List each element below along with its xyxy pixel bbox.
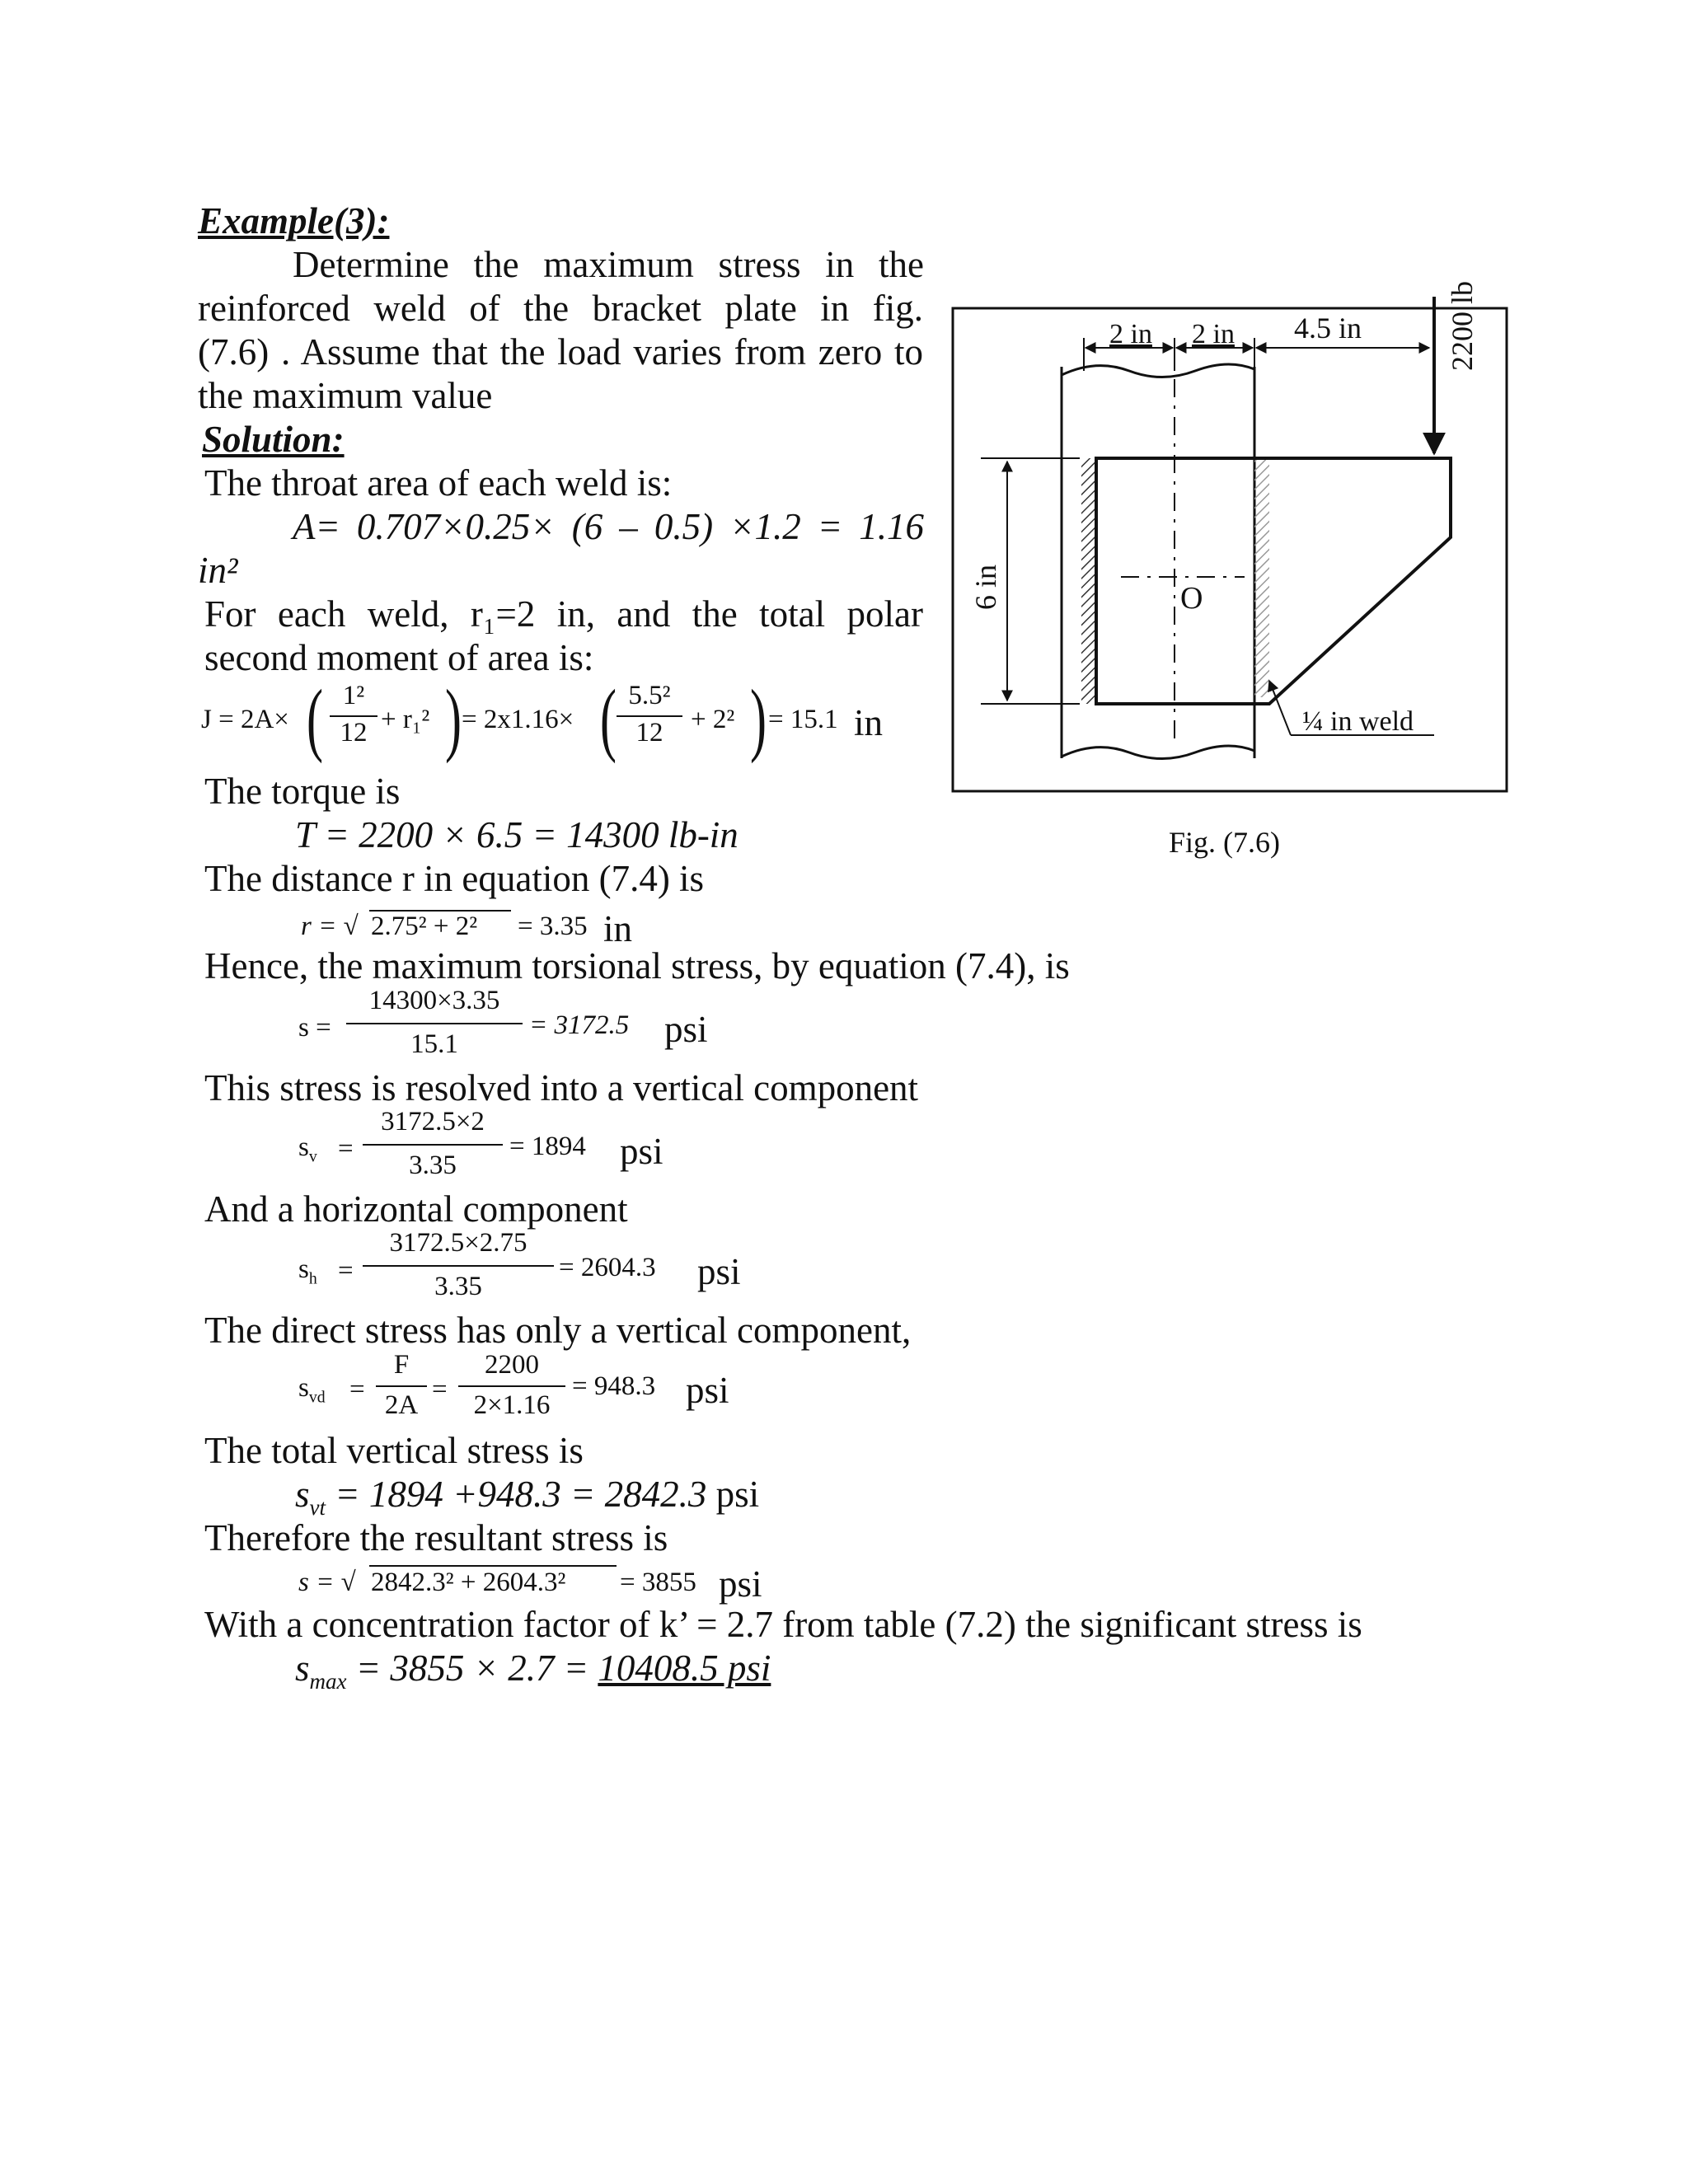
torsion-frac <box>346 986 523 1060</box>
polar-frac-1-bar <box>330 715 377 717</box>
distance-intro: The distance r in equation (7.4) is <box>204 858 705 899</box>
dim-6in-label: 6 in <box>969 564 1002 610</box>
resultant-unit: psi <box>719 1563 762 1605</box>
bracket-plate <box>1096 458 1451 704</box>
vertical-eq: = <box>338 1134 354 1164</box>
direct-den-2: 2×1.16 <box>473 1390 551 1420</box>
vertical-num: 3172.5×2 <box>381 1107 485 1137</box>
polar-unit: in <box>854 702 884 743</box>
center-label: O <box>1180 581 1203 616</box>
polar-intro-1: For each weld, r₁=2 in, and the total polar <box>204 593 923 635</box>
polar-lhs: J = 2A× <box>201 705 289 734</box>
polar-frac-2-bar <box>617 715 682 717</box>
smax-sub: max <box>309 1669 347 1694</box>
resultant-lhs: s = √ <box>298 1568 356 1597</box>
total-rhs: = 1894 +948.3 = 2842.3 <box>326 1474 707 1515</box>
horizontal-s: s <box>298 1254 309 1284</box>
horizontal-bar <box>363 1265 554 1267</box>
load-label: 2200 lb <box>1446 280 1479 371</box>
torsion-den: 15.1 <box>410 1029 458 1059</box>
paren-left-1: ( <box>307 673 323 764</box>
distance-result: = 3.35 <box>518 912 588 941</box>
dim-2in-a-label: 2 in <box>1109 319 1152 349</box>
direct-eq-2: = <box>432 1375 448 1404</box>
total-sub: vt <box>309 1495 326 1520</box>
vertical-den: 3.35 <box>409 1151 457 1180</box>
direct-bar-1 <box>376 1385 427 1387</box>
column-top-break <box>1062 364 1254 377</box>
torque-equation: T = 2200 × 6.5 = 14300 lb-in <box>295 814 738 855</box>
direct-frac-2 <box>458 1350 565 1421</box>
resultant-intro: Therefore the resultant stress is <box>204 1517 668 1558</box>
vertical-lhs <box>298 1132 317 1167</box>
polar-result: = 15.1 <box>768 705 838 734</box>
torsion-intro: Hence, the maximum torsional stress, by equation (7.4), is <box>204 945 1070 987</box>
polar-intro-2: second moment of area is: <box>204 637 594 678</box>
weld-right <box>1254 458 1269 697</box>
polar-frac-2 <box>617 681 682 748</box>
vertical-bar <box>363 1144 503 1146</box>
throat-intro: The throat area of each weld is: <box>204 462 673 504</box>
polar-plus-r: + r₁² <box>381 705 430 734</box>
direct-den-1: 2A <box>384 1390 419 1420</box>
concentration-text: With a concentration factor of k’ = 2.7 from table (7.2) the significant stress is <box>204 1604 1362 1645</box>
example-heading: Example(3): <box>198 200 390 241</box>
distance-unit: in <box>603 908 633 949</box>
problem-line-3: (7.6) . Assume that the load varies from zero to <box>198 331 923 373</box>
vertical-unit: psi <box>620 1131 663 1172</box>
resultant-result: = 3855 <box>620 1568 696 1597</box>
total-intro: The total vertical stress is <box>204 1430 584 1471</box>
distance-radicand: 2.75² + 2² <box>371 912 478 941</box>
direct-unit: psi <box>686 1370 729 1411</box>
horizontal-lhs <box>298 1254 317 1289</box>
problem-line-4: the maximum value <box>198 375 493 416</box>
polar-frac-2-num: 5.5² <box>628 681 671 710</box>
horizontal-den: 3.35 <box>434 1272 482 1301</box>
polar-frac-1-den: 12 <box>340 718 368 748</box>
horizontal-unit: psi <box>697 1251 741 1292</box>
direct-bar-2 <box>458 1385 565 1387</box>
throat-unit: in² <box>198 550 238 591</box>
dim-45-label: 4.5 in <box>1294 312 1362 344</box>
dim-2in-b-label: 2 in <box>1192 319 1235 349</box>
resultant-radical-bar <box>369 1565 617 1567</box>
distance-lhs: r = √ <box>301 912 359 941</box>
column-bottom-break <box>1062 746 1254 759</box>
torsion-lhs: s = <box>298 1013 331 1043</box>
direct-lhs <box>298 1373 326 1408</box>
vertical-frac <box>363 1107 503 1181</box>
weld-left <box>1081 458 1096 704</box>
paren-right-1: ) <box>445 673 462 764</box>
horizontal-intro: And a horizontal component <box>204 1188 628 1230</box>
torsion-result: = 3172.5 <box>529 1010 630 1040</box>
vertical-sub: v <box>308 1147 317 1166</box>
horizontal-result: = 2604.3 <box>559 1253 656 1282</box>
direct-intro: The direct stress has only a vertical component, <box>204 1310 912 1351</box>
torsion-num: 14300×3.35 <box>368 986 500 1015</box>
paren-right-2: ) <box>750 673 767 764</box>
total-unit: psi <box>706 1474 760 1515</box>
direct-num-1: F <box>393 1350 410 1380</box>
direct-eq-1: = <box>349 1375 365 1404</box>
smax-s: s <box>295 1647 310 1689</box>
horizontal-frac <box>363 1228 554 1302</box>
weld-label: ¼ in weld <box>1302 706 1414 737</box>
polar-mid: = 2x1.16× <box>462 705 574 734</box>
polar-frac-1-num: 1² <box>342 681 365 710</box>
resultant-radicand: 2842.3² + 2604.3² <box>371 1568 566 1597</box>
vertical-s: s <box>298 1132 309 1162</box>
figure-frame <box>953 308 1507 791</box>
polar-plus-2: + 2² <box>691 705 735 734</box>
vertical-intro: This stress is resolved into a vertical component <box>204 1067 919 1108</box>
direct-sub: vd <box>308 1388 326 1407</box>
problem-line-2: reinforced weld of the bracket plate in fig. <box>198 288 923 329</box>
torsion-bar <box>346 1023 523 1024</box>
paren-left-2: ( <box>600 673 617 764</box>
solution-heading: Solution: <box>202 419 345 460</box>
vertical-result: = 1894 <box>509 1132 586 1161</box>
horizontal-num: 3172.5×2.75 <box>389 1228 528 1258</box>
problem-line-1: Determine the maximum stress in the <box>293 244 924 285</box>
smax-result: 10408.5 psi <box>598 1647 771 1689</box>
direct-frac-1 <box>376 1350 427 1421</box>
direct-s: s <box>298 1373 309 1403</box>
direct-num-2: 2200 <box>485 1350 539 1380</box>
total-s: s <box>295 1474 310 1515</box>
horizontal-eq: = <box>338 1256 354 1286</box>
torque-intro: The torque is <box>204 771 401 812</box>
polar-frac-1 <box>330 681 377 748</box>
smax-equation <box>295 1646 771 1704</box>
bracket-figure <box>948 264 1525 890</box>
torsion-unit: psi <box>664 1009 708 1050</box>
smax-rhs: = 3855 × 2.7 = <box>346 1647 598 1689</box>
direct-result: = 948.3 <box>572 1371 656 1401</box>
figure-caption: Fig. (7.6) <box>1169 826 1280 859</box>
throat-equation: A= 0.707×0.25× (6 – 0.5) ×1.2 = 1.16 <box>293 506 924 547</box>
horizontal-sub: h <box>308 1269 317 1288</box>
polar-frac-2-den: 12 <box>635 718 663 748</box>
